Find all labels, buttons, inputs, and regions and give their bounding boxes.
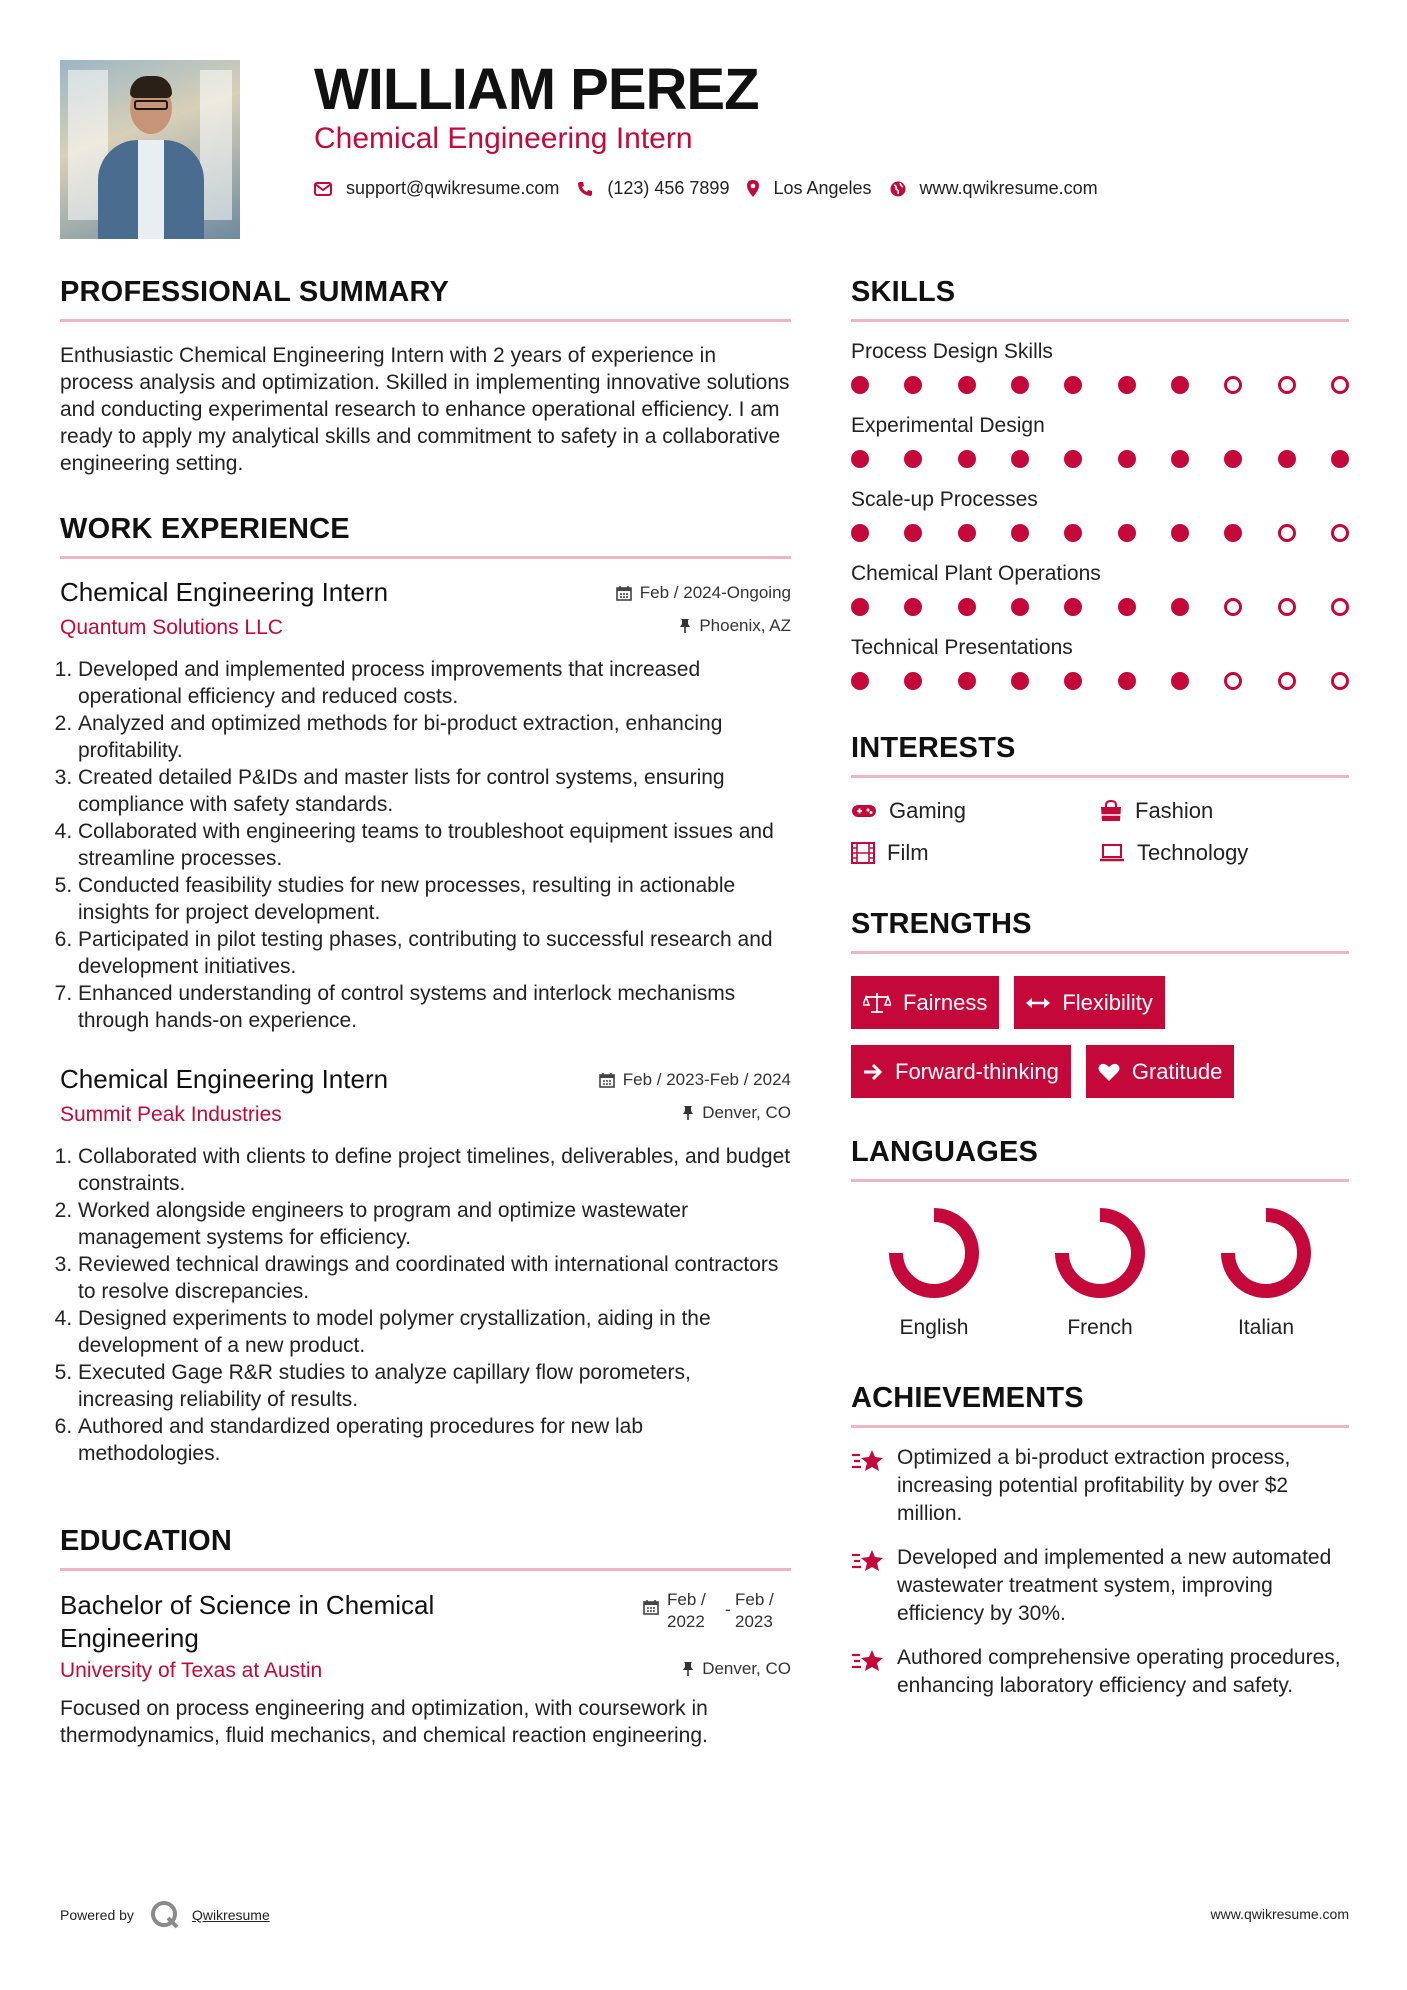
rating-dot-filled bbox=[1224, 524, 1242, 542]
rating-dot-filled bbox=[1171, 672, 1189, 690]
job-dates: Feb / 2024-Ongoing bbox=[616, 583, 791, 603]
list-item: 3. Created detailed P&IDs and master lists for control systems, ensuring compliance with safety standards. bbox=[78, 764, 791, 818]
interests-divider bbox=[851, 775, 1349, 778]
rating-dot-empty bbox=[1224, 672, 1242, 690]
location-text: Los Angeles bbox=[773, 178, 872, 198]
rating-dot-filled bbox=[1118, 672, 1136, 690]
pin-icon bbox=[682, 1105, 694, 1121]
skill-name: Process Design Skills bbox=[851, 340, 1053, 363]
skill-rating bbox=[851, 450, 1349, 468]
job-entry bbox=[60, 577, 791, 1034]
job-location: Phoenix, AZ bbox=[679, 616, 791, 636]
achievements-heading: ACHIEVEMENTS bbox=[851, 1382, 1084, 1414]
rating-dot-filled bbox=[1171, 450, 1189, 468]
skill-rating bbox=[851, 524, 1349, 542]
balance-scale-icon bbox=[863, 992, 891, 1014]
company-name: Summit Peak Industries bbox=[60, 1103, 282, 1126]
rating-dot-filled bbox=[904, 524, 922, 542]
experience-heading: WORK EXPERIENCE bbox=[60, 513, 350, 545]
interests-section bbox=[851, 732, 1349, 866]
skill-name: Chemical Plant Operations bbox=[851, 562, 1101, 585]
skill-rating bbox=[851, 376, 1349, 394]
list-item: 1. Developed and implemented process improvements that increased operational efficiency and reduced costs. bbox=[78, 656, 791, 710]
skill-item bbox=[851, 562, 1349, 616]
rating-dot-filled bbox=[904, 598, 922, 616]
profile-photo bbox=[60, 60, 240, 239]
language-name: Italian bbox=[1237, 1316, 1295, 1339]
rating-dot-filled bbox=[851, 376, 869, 394]
rating-dot-filled bbox=[1064, 450, 1082, 468]
skill-rating bbox=[851, 672, 1349, 690]
strength-badge: Gratitude bbox=[1086, 1045, 1235, 1098]
education-divider bbox=[60, 1568, 791, 1571]
rating-dot-filled bbox=[1118, 524, 1136, 542]
rating-dot-empty bbox=[1331, 376, 1349, 394]
rating-dot-filled bbox=[1118, 376, 1136, 394]
job-duties bbox=[60, 656, 791, 1034]
skills-heading: SKILLS bbox=[851, 276, 956, 308]
summary-section bbox=[60, 276, 791, 477]
rating-dot-filled bbox=[1011, 598, 1029, 616]
gamepad-icon bbox=[851, 803, 877, 819]
map-marker-icon bbox=[747, 180, 759, 197]
powered-by-label: Powered by bbox=[60, 1907, 134, 1923]
skills-divider bbox=[851, 319, 1349, 322]
rating-dot-filled bbox=[1011, 672, 1029, 690]
contact-website[interactable] bbox=[890, 178, 1098, 199]
pin-icon bbox=[682, 1661, 694, 1677]
list-item: 1. Collaborated with clients to define project timelines, deliverables, and budget constraints. bbox=[78, 1143, 791, 1197]
rating-dot-filled bbox=[1118, 598, 1136, 616]
experience-divider bbox=[60, 556, 791, 559]
education-dates bbox=[643, 1589, 791, 1655]
skill-item bbox=[851, 488, 1349, 542]
calendar-icon bbox=[616, 585, 632, 601]
interest-item: Fashion bbox=[1099, 798, 1349, 824]
list-item: 2. Worked alongside engineers to program and optimize wastewater management systems for efficiency. bbox=[78, 1197, 791, 1251]
skill-name: Technical Presentations bbox=[851, 636, 1073, 659]
rating-dot-empty bbox=[1278, 672, 1296, 690]
languages-divider bbox=[851, 1179, 1349, 1182]
education-end: Feb / 2023 bbox=[735, 1590, 774, 1631]
phone-icon bbox=[577, 181, 593, 197]
achievement-item: Authored comprehensive operating procedures, enhancing laboratory efficiency and safety. bbox=[851, 1644, 1349, 1700]
language-item bbox=[851, 1206, 1017, 1340]
languages-heading: LANGUAGES bbox=[851, 1136, 1039, 1168]
rating-dot-empty bbox=[1224, 598, 1242, 616]
job-title: Chemical Engineering Intern bbox=[60, 577, 389, 607]
rating-dot-empty bbox=[1278, 598, 1296, 616]
candidate-name: WILLIAM PEREZ bbox=[314, 57, 759, 122]
rating-dot-filled bbox=[1171, 376, 1189, 394]
job-location: Denver, CO bbox=[682, 1103, 791, 1123]
arc-fill bbox=[896, 1215, 972, 1291]
rating-dot-filled bbox=[904, 672, 922, 690]
achievement-item: Optimized a bi-product extraction process, increasing potential profitability by over $2 million. bbox=[851, 1444, 1349, 1528]
interest-item: Film bbox=[851, 840, 1099, 866]
strength-badge: Flexibility bbox=[1014, 976, 1164, 1029]
interest-item: Gaming bbox=[851, 798, 1099, 824]
rating-dot-filled bbox=[904, 450, 922, 468]
degree-title: Bachelor of Science in Chemical Engineering bbox=[60, 1590, 435, 1653]
language-proficiency-arc bbox=[1053, 1206, 1147, 1300]
phone-text: (123) 456 7899 bbox=[607, 178, 730, 198]
contact-bar bbox=[314, 178, 1116, 199]
education-heading: EDUCATION bbox=[60, 1525, 233, 1557]
arc-fill bbox=[1228, 1215, 1304, 1291]
list-item: 4. Collaborated with engineering teams to troubleshoot equipment issues and streamline processes. bbox=[78, 818, 791, 872]
list-item: 4. Designed experiments to model polymer crystallization, aiding in the development of a new product. bbox=[78, 1305, 791, 1359]
rating-dot-filled bbox=[1011, 450, 1029, 468]
rating-dot-empty bbox=[1331, 672, 1349, 690]
education-section bbox=[60, 1525, 791, 1749]
language-name: English bbox=[899, 1316, 969, 1339]
footer-website[interactable]: www.qwikresume.com bbox=[1210, 1906, 1349, 1922]
rating-dot-filled bbox=[1118, 450, 1136, 468]
skills-section bbox=[851, 276, 1349, 690]
language-proficiency-arc bbox=[1219, 1206, 1313, 1300]
education-location: Denver, CO bbox=[682, 1659, 791, 1679]
achievements-section bbox=[851, 1382, 1349, 1700]
strength-badge: Forward-thinking bbox=[851, 1045, 1071, 1098]
languages-section bbox=[851, 1136, 1349, 1340]
education-description: Focused on process engineering and optimization, with coursework in thermodynamics, fluid mechanics, and chemical reaction engineering. bbox=[60, 1697, 708, 1747]
job-entry bbox=[60, 1064, 791, 1467]
star-icon bbox=[851, 1448, 885, 1474]
rating-dot-filled bbox=[904, 376, 922, 394]
skill-name: Scale-up Processes bbox=[851, 488, 1038, 511]
job-dates: Feb / 2023-Feb / 2024 bbox=[599, 1070, 791, 1090]
list-item: 6. Participated in pilot testing phases, contributing to successful research and development initiatives. bbox=[78, 926, 791, 980]
star-icon bbox=[851, 1548, 885, 1574]
skill-rating bbox=[851, 598, 1349, 616]
skill-item bbox=[851, 340, 1349, 394]
rating-dot-filled bbox=[958, 376, 976, 394]
rating-dot-empty bbox=[1278, 376, 1296, 394]
strengths-list bbox=[851, 976, 1349, 1098]
company-name: Quantum Solutions LLC bbox=[60, 616, 283, 639]
brand-link[interactable]: Qwikresume bbox=[191, 1907, 270, 1923]
strengths-section bbox=[851, 908, 1349, 1098]
rating-dot-filled bbox=[851, 672, 869, 690]
arc-fill bbox=[1062, 1215, 1138, 1291]
skill-item bbox=[851, 636, 1349, 690]
language-proficiency-arc bbox=[887, 1206, 981, 1300]
list-item: 3. Reviewed technical drawings and coordinated with international contractors to resolve discrepancies. bbox=[78, 1251, 791, 1305]
rating-dot-filled bbox=[1171, 598, 1189, 616]
summary-heading: PROFESSIONAL SUMMARY bbox=[60, 276, 450, 308]
strengths-heading: STRENGTHS bbox=[851, 908, 1032, 940]
language-item bbox=[1183, 1206, 1349, 1340]
skills-list bbox=[851, 340, 1349, 690]
rating-dot-filled bbox=[1011, 524, 1029, 542]
footer-powered-by bbox=[60, 1900, 270, 1930]
rating-dot-filled bbox=[1064, 376, 1082, 394]
school-name: University of Texas at Austin bbox=[60, 1659, 323, 1682]
candidate-title: Chemical Engineering Intern bbox=[314, 122, 693, 155]
summary-divider bbox=[60, 319, 791, 322]
arrows-horizontal-icon bbox=[1026, 996, 1050, 1010]
job-duties bbox=[60, 1143, 791, 1467]
rating-dot-empty bbox=[1224, 376, 1242, 394]
rating-dot-filled bbox=[1011, 376, 1029, 394]
language-name: French bbox=[1067, 1316, 1133, 1339]
skill-item bbox=[851, 414, 1349, 468]
interest-item: Technology bbox=[1099, 840, 1349, 866]
rating-dot-filled bbox=[958, 598, 976, 616]
achievement-item: Developed and implemented a new automated wastewater treatment system, improving efficiency by 30%. bbox=[851, 1544, 1349, 1628]
interests-list bbox=[851, 798, 1349, 866]
list-item: 7. Enhanced understanding of control systems and interlock mechanisms through hands-on experience. bbox=[78, 980, 791, 1034]
strengths-divider bbox=[851, 951, 1349, 954]
right-column bbox=[851, 276, 1349, 1700]
rating-dot-empty bbox=[1331, 598, 1349, 616]
experience-section bbox=[60, 513, 791, 1467]
shopping-bag-icon bbox=[1099, 800, 1123, 822]
heart-icon bbox=[1098, 1062, 1120, 1082]
rating-dot-filled bbox=[1064, 524, 1082, 542]
email-text: support@qwikresume.com bbox=[346, 178, 560, 198]
rating-dot-filled bbox=[958, 672, 976, 690]
rating-dot-filled bbox=[1278, 450, 1296, 468]
pin-icon bbox=[679, 618, 691, 634]
rating-dot-filled bbox=[851, 598, 869, 616]
rating-dot-filled bbox=[1171, 524, 1189, 542]
list-item: 6. Authored and standardized operating procedures for new lab methodologies. bbox=[78, 1413, 791, 1467]
rating-dot-filled bbox=[958, 450, 976, 468]
achievements-list bbox=[851, 1444, 1349, 1700]
education-start: Feb / 2022 bbox=[667, 1590, 706, 1631]
education-dash: - bbox=[725, 1600, 731, 1619]
rating-dot-filled bbox=[1064, 672, 1082, 690]
rating-dot-filled bbox=[1331, 450, 1349, 468]
laptop-icon bbox=[1099, 844, 1125, 862]
film-icon bbox=[851, 842, 875, 864]
rating-dot-filled bbox=[851, 524, 869, 542]
list-item: 2. Analyzed and optimized methods for bi-product extraction, enhancing profitability. bbox=[78, 710, 791, 764]
calendar-icon bbox=[643, 1599, 659, 1615]
globe-icon bbox=[890, 181, 906, 197]
list-item: 5. Conducted feasibility studies for new processes, resulting in actionable insights for project development. bbox=[78, 872, 791, 926]
arrow-right-icon bbox=[863, 1063, 883, 1081]
contact-phone[interactable] bbox=[577, 178, 729, 199]
languages-list bbox=[851, 1206, 1349, 1340]
calendar-icon bbox=[599, 1072, 615, 1088]
envelope-icon bbox=[314, 182, 332, 196]
job-title: Chemical Engineering Intern bbox=[60, 1064, 389, 1094]
rating-dot-filled bbox=[851, 450, 869, 468]
website-text: www.qwikresume.com bbox=[919, 178, 1098, 198]
rating-dot-empty bbox=[1278, 524, 1296, 542]
rating-dot-filled bbox=[1224, 450, 1242, 468]
rating-dot-filled bbox=[1064, 598, 1082, 616]
left-column bbox=[60, 276, 791, 1749]
interests-heading: INTERESTS bbox=[851, 732, 1016, 764]
language-item bbox=[1017, 1206, 1183, 1340]
contact-location bbox=[747, 178, 871, 199]
list-item: 5. Executed Gage R&R studies to analyze capillary flow porometers, increasing reliability of results. bbox=[78, 1359, 791, 1413]
contact-email[interactable] bbox=[314, 178, 559, 199]
qwikresume-logo-icon bbox=[150, 1900, 180, 1930]
rating-dot-empty bbox=[1331, 524, 1349, 542]
skill-name: Experimental Design bbox=[851, 414, 1045, 437]
strength-badge: Fairness bbox=[851, 976, 999, 1029]
summary-text: Enthusiastic Chemical Engineering Intern with 2 years of experience in process analysis and optimization. Skilled in implementing innovative solutions and conducting experimental research to enhance operational efficiency. I am ready to apply my analytical skills and commitment to safety in a collaborative engineering setting. bbox=[60, 344, 790, 475]
star-icon bbox=[851, 1648, 885, 1674]
achievements-divider bbox=[851, 1425, 1349, 1428]
rating-dot-filled bbox=[958, 524, 976, 542]
